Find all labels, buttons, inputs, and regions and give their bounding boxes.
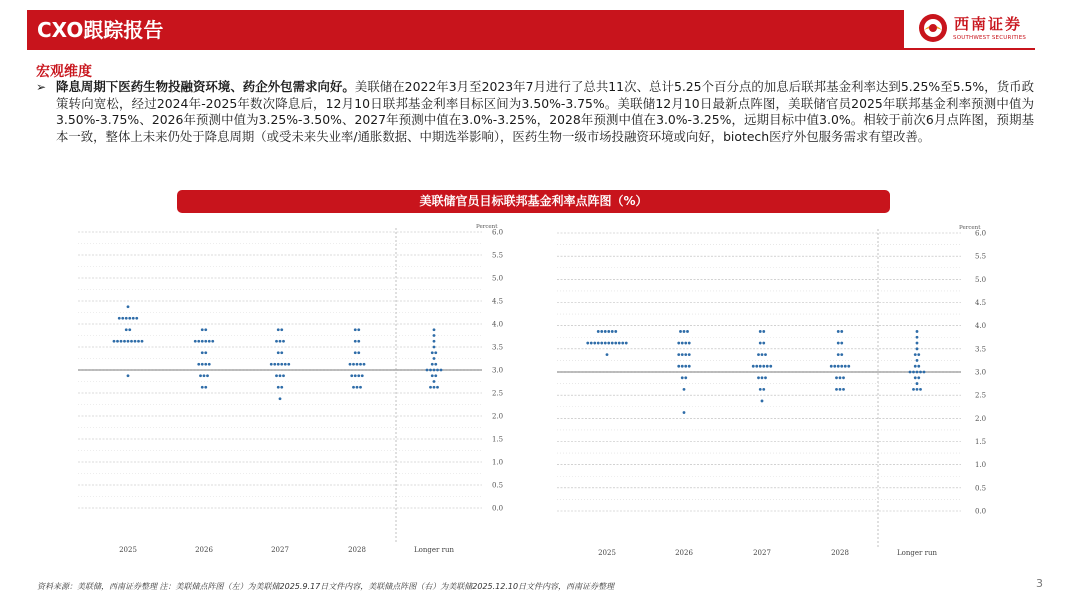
chart-right-dot <box>600 342 603 345</box>
chart-right-ytick-label: 4.0 <box>975 322 987 331</box>
chart-right-dot <box>611 330 614 333</box>
chart-left-dot <box>429 369 432 372</box>
logo-chinese-name: 西南证券 <box>954 15 1023 33</box>
chart-right-dot <box>837 365 840 368</box>
chart-left-dot <box>433 346 436 349</box>
chart-left-dot <box>127 305 130 308</box>
body-text: 美联储在2022年3月至2023年7月进行了总共11次、总计5.25个百分点的加息后联邦基金利率达到5.25%至5.5%，货币政策转向宽松，经过2024年-2025年数次降息后，12月10日联邦基金利率目标区间为3.50%-3.75%。美联储12月10日最新点阵图，美联储官员2025年联邦基金利率预测中值为3.50%-3.75%、2026年预测中值为3.25%-3.50%、2027年预测中值在3.0%-3.25%，2028年预测中值在3.0%-3.25%，远期目标中值3.0%。相较于前次6月点阵图，预期基本一致，整体上未来仍处于降息周期（或受未来失业率/通胀数据、中期选举影响），医药生物一级市场投融资环境或向好，biotech医疗外包服务需求有望改善。 <box>56 79 1035 144</box>
chart-left-dot <box>204 351 207 354</box>
body-lead: 降息周期下医药生物投融资环境、药企外包需求向好。 <box>56 79 355 94</box>
chart-right-dot <box>597 330 600 333</box>
chart-right-dot <box>912 388 915 391</box>
chart-left-dot <box>433 328 436 331</box>
chart-left-xtick-label: 2025 <box>119 546 137 554</box>
chart-left-dot <box>426 369 429 372</box>
dot-plot-right-svg <box>551 218 994 562</box>
chart-left-ylabel: Percent <box>476 224 498 230</box>
chart-right-dot <box>614 330 617 333</box>
chart-left-dot <box>279 340 282 343</box>
chart-title-banner: 美联储官员目标联邦基金利率点阵图（%） <box>177 190 890 213</box>
chart-right-dot <box>839 388 842 391</box>
chart-right-ytick-label: 4.5 <box>975 299 987 307</box>
chart-right-dot <box>761 376 764 379</box>
chart-left-dot <box>282 374 285 377</box>
chart-left-dot <box>204 363 207 366</box>
chart-left-dot <box>127 374 130 377</box>
chart-left-ytick-label: 4.5 <box>492 297 504 306</box>
chart-left-dot <box>436 369 439 372</box>
chart-right-dot <box>621 342 624 345</box>
chart-left-dot <box>434 363 437 366</box>
chart-left-dot <box>197 340 200 343</box>
chart-left-dot <box>123 340 126 343</box>
chart-right-ytick-label: 0.0 <box>975 507 987 516</box>
dot-plot-left <box>70 218 512 560</box>
chart-right-dot <box>917 365 920 368</box>
chart-left-dot <box>359 386 362 389</box>
chart-left-dot <box>135 317 138 320</box>
chart-right-dot <box>844 365 847 368</box>
page-title: CXO跟踪报告 <box>37 18 164 42</box>
chart-left-dot <box>357 340 360 343</box>
chart-right-dot <box>837 330 840 333</box>
chart-left-dot <box>279 374 282 377</box>
chart-right-xtick-label: Longer run <box>897 549 937 557</box>
chart-right-dot <box>681 365 684 368</box>
chart-left-ytick-label: 2.5 <box>492 389 504 398</box>
chart-right-dot <box>590 342 593 345</box>
chart-right-dot <box>917 376 920 379</box>
chart-right-dot <box>835 388 838 391</box>
chart-right-dot <box>916 388 919 391</box>
chart-left-dot <box>356 363 359 366</box>
chart-right-dot <box>762 330 765 333</box>
chart-right-ytick-label: 6.0 <box>975 229 987 238</box>
chart-right-dot <box>757 376 760 379</box>
chart-right-dot <box>764 376 767 379</box>
chart-right-dot <box>607 330 610 333</box>
chart-right-dot <box>842 376 845 379</box>
chart-left-dot <box>280 328 283 331</box>
chart-left-dot <box>137 340 140 343</box>
chart-left-dot <box>352 386 355 389</box>
chart-right-dot <box>684 376 687 379</box>
chart-right-dot <box>762 388 765 391</box>
chart-right-dot <box>618 342 621 345</box>
chart-left-dot <box>211 340 214 343</box>
chart-right-dot <box>916 347 919 350</box>
chart-right-dot <box>755 365 758 368</box>
chart-left-ytick-label: 0.0 <box>492 504 504 513</box>
chart-right-dot <box>914 376 917 379</box>
chart-right-dot <box>837 342 840 345</box>
chart-left-xtick-label: 2028 <box>348 546 366 554</box>
chart-right-dot <box>916 382 919 385</box>
chart-left-dot <box>350 374 353 377</box>
chart-left-ytick-label: 6.0 <box>492 228 504 237</box>
chart-right-dot <box>586 342 589 345</box>
chart-right-dot <box>625 342 628 345</box>
chart-left-dot <box>125 328 128 331</box>
chart-left-dot <box>436 386 439 389</box>
chart-right-dot <box>761 353 764 356</box>
chart-right-dot <box>686 330 689 333</box>
chart-right-dot <box>835 376 838 379</box>
chart-right-dot <box>759 330 762 333</box>
chart-right-dot <box>766 365 769 368</box>
chart-left-dot <box>116 340 119 343</box>
chart-right-ytick-label: 3.0 <box>975 368 987 377</box>
chart-right-dot <box>684 365 687 368</box>
chart-left-dot <box>273 363 276 366</box>
chart-left-dot <box>206 374 209 377</box>
chart-right-dot <box>840 342 843 345</box>
chart-right-dot <box>597 342 600 345</box>
triangle-right-icon: ➢ <box>36 80 47 94</box>
chart-right-dot <box>919 371 922 374</box>
chart-left-dot <box>197 363 200 366</box>
chart-left-ytick-label: 1.5 <box>492 435 504 444</box>
chart-left-dot <box>128 328 131 331</box>
chart-left-dot <box>433 334 436 337</box>
chart-left-ytick-label: 3.5 <box>492 343 504 352</box>
chart-left-dot <box>201 363 204 366</box>
chart-left-dot <box>204 386 207 389</box>
chart-right-dot <box>762 342 765 345</box>
chart-left-dot <box>277 363 280 366</box>
chart-left-dot <box>361 374 364 377</box>
chart-right-ylabel: Percent <box>959 225 981 231</box>
chart-right-dot <box>614 342 617 345</box>
chart-left-ytick-label: 5.5 <box>492 251 504 260</box>
chart-right-dot <box>919 388 922 391</box>
chart-right-dot <box>600 330 603 333</box>
chart-right-dot <box>606 353 609 356</box>
chart-right-dot <box>683 411 686 414</box>
chart-left-dot <box>280 363 283 366</box>
chart-left-dot <box>201 328 204 331</box>
chart-left-dot <box>208 340 211 343</box>
chart-left-ytick-label: 1.0 <box>492 458 504 467</box>
chart-left-dot <box>130 340 133 343</box>
chart-right-xtick-label: 2025 <box>598 549 616 557</box>
chart-right-dot <box>684 342 687 345</box>
chart-left-ytick-label: 4.0 <box>492 320 504 329</box>
chart-left-dot <box>279 397 282 400</box>
chart-left-dot <box>134 340 137 343</box>
chart-right-dot <box>916 359 919 362</box>
chart-left-dot <box>433 340 436 343</box>
chart-left-dot <box>280 351 283 354</box>
chart-left-xtick-label: 2026 <box>195 546 213 554</box>
chart-right-dot <box>916 342 919 345</box>
chart-right-dot <box>916 336 919 339</box>
chart-right-ytick-label: 1.5 <box>975 438 987 446</box>
chart-right-dot <box>762 365 765 368</box>
chart-right-dot <box>840 330 843 333</box>
chart-left-dot <box>277 328 280 331</box>
chart-left-dot <box>354 351 357 354</box>
chart-right-dot <box>681 342 684 345</box>
chart-right-dot <box>917 353 920 356</box>
company-logo <box>916 10 1036 46</box>
chart-left-ytick-label: 2.0 <box>492 412 504 421</box>
chart-right-dot <box>752 365 755 368</box>
chart-right-dot <box>764 353 767 356</box>
chart-left-dot <box>280 386 283 389</box>
chart-left-dot <box>141 340 144 343</box>
chart-left-dot <box>359 363 362 366</box>
chart-left-dot <box>287 363 290 366</box>
chart-left-dot <box>356 386 359 389</box>
chart-right-dot <box>677 342 680 345</box>
chart-left-dot <box>284 363 287 366</box>
chart-right-dot <box>916 371 919 374</box>
chart-right-dot <box>593 342 596 345</box>
chart-right-dot <box>759 342 762 345</box>
chart-right-dot <box>677 365 680 368</box>
chart-left-dot <box>440 369 443 372</box>
chart-right-ytick-label: 5.5 <box>975 252 987 261</box>
chart-left-dot <box>354 340 357 343</box>
chart-left-dot <box>357 351 360 354</box>
chart-left-dot <box>201 351 204 354</box>
chart-left-dot <box>120 340 123 343</box>
chart-left-dot <box>204 340 207 343</box>
chart-left-dot <box>113 340 116 343</box>
logo-mark-icon <box>918 13 948 43</box>
chart-right-dot <box>688 365 691 368</box>
chart-left-dot <box>201 340 204 343</box>
chart-right-dot <box>759 365 762 368</box>
chart-right-dot <box>604 342 607 345</box>
chart-right-ytick-label: 5.0 <box>975 275 987 284</box>
chart-right-dot <box>909 371 912 374</box>
source-footnote: 资料来源：美联储，西南证券整理 注：美联储点阵图（左）为美联储2025.9.17日文件内容，美联储点阵图（右）为美联储2025.12.10日文件内容，西南证券整理 <box>37 582 615 591</box>
chart-right-dot <box>679 330 682 333</box>
chart-right-ytick-label: 3.5 <box>975 345 987 354</box>
chart-left-dot <box>127 340 130 343</box>
chart-left-ytick-label: 0.5 <box>492 481 504 490</box>
chart-left-dot <box>433 386 436 389</box>
dot-plot-left-svg <box>70 218 512 560</box>
chart-right-dot <box>837 353 840 356</box>
chart-left-dot <box>203 374 206 377</box>
chart-left-dot <box>282 340 285 343</box>
page-number: 3 <box>1036 577 1043 590</box>
chart-right-ytick-label: 2.5 <box>975 391 987 400</box>
chart-right-dot <box>688 353 691 356</box>
chart-left-dot <box>357 328 360 331</box>
chart-right-dot <box>604 330 607 333</box>
chart-right-ytick-label: 2.0 <box>975 414 987 423</box>
chart-right-dot <box>759 388 762 391</box>
body-paragraph <box>56 79 1034 145</box>
chart-left-dot <box>431 363 434 366</box>
chart-left-dot <box>275 374 278 377</box>
chart-right-xtick-label: 2028 <box>831 549 849 557</box>
chart-right-ytick-label: 1.0 <box>975 461 987 470</box>
chart-right-dot <box>677 353 680 356</box>
chart-left-dot <box>354 328 357 331</box>
chart-right-dot <box>757 353 760 356</box>
chart-right-dot <box>839 376 842 379</box>
chart-right-dot <box>761 400 764 403</box>
section-title: 宏观维度 <box>36 64 92 80</box>
chart-right-dot <box>683 388 686 391</box>
chart-right-dot <box>842 388 845 391</box>
chart-right-dot <box>912 371 915 374</box>
chart-right-dot <box>830 365 833 368</box>
chart-right-dot <box>688 342 691 345</box>
chart-left-xtick-label: Longer run <box>414 546 454 554</box>
chart-left-dot <box>434 351 437 354</box>
chart-left-dot <box>208 363 211 366</box>
chart-left-xtick-label: 2027 <box>271 546 289 554</box>
chart-left-dot <box>431 374 434 377</box>
chart-left-dot <box>433 380 436 383</box>
chart-left-dot <box>357 374 360 377</box>
chart-left-dot <box>434 374 437 377</box>
chart-left-dot <box>363 363 366 366</box>
chart-right-ytick-label: 0.5 <box>975 484 987 493</box>
chart-right-dot <box>916 330 919 333</box>
chart-right-dot <box>914 365 917 368</box>
chart-left-dot <box>132 317 135 320</box>
chart-left-dot <box>121 317 124 320</box>
chart-left-dot <box>128 317 131 320</box>
chart-right-dot <box>840 353 843 356</box>
chart-left-dot <box>433 357 436 360</box>
chart-left-dot <box>277 386 280 389</box>
chart-left-dot <box>125 317 128 320</box>
chart-right-dot <box>684 353 687 356</box>
chart-left-ytick-label: 5.0 <box>492 274 504 283</box>
chart-left-dot <box>199 374 202 377</box>
header-divider <box>27 48 1035 50</box>
chart-right-dot <box>681 353 684 356</box>
dot-plot-right <box>551 218 994 562</box>
chart-right-dot <box>847 365 850 368</box>
chart-left-dot <box>275 340 278 343</box>
chart-left-ytick-label: 3.0 <box>492 366 504 375</box>
chart-right-dot <box>769 365 772 368</box>
chart-right-dot <box>840 365 843 368</box>
chart-left-dot <box>204 328 207 331</box>
chart-left-dot <box>270 363 273 366</box>
chart-right-dot <box>923 371 926 374</box>
chart-left-dot <box>194 340 197 343</box>
chart-left-dot <box>352 363 355 366</box>
chart-left-dot <box>429 386 432 389</box>
chart-right-xtick-label: 2026 <box>675 549 693 557</box>
chart-right-dot <box>833 365 836 368</box>
chart-right-dot <box>681 376 684 379</box>
logo-english-name: SOUTHWEST SECURITIES <box>953 35 1027 41</box>
chart-left-dot <box>433 369 436 372</box>
chart-left-dot <box>201 386 204 389</box>
chart-left-dot <box>118 317 121 320</box>
chart-left-dot <box>277 351 280 354</box>
chart-right-xtick-label: 2027 <box>753 549 771 557</box>
chart-right-dot <box>611 342 614 345</box>
chart-left-dot <box>354 374 357 377</box>
chart-left-dot <box>349 363 352 366</box>
chart-left-dot <box>431 351 434 354</box>
chart-right-dot <box>914 353 917 356</box>
chart-right-dot <box>607 342 610 345</box>
chart-right-dot <box>683 330 686 333</box>
